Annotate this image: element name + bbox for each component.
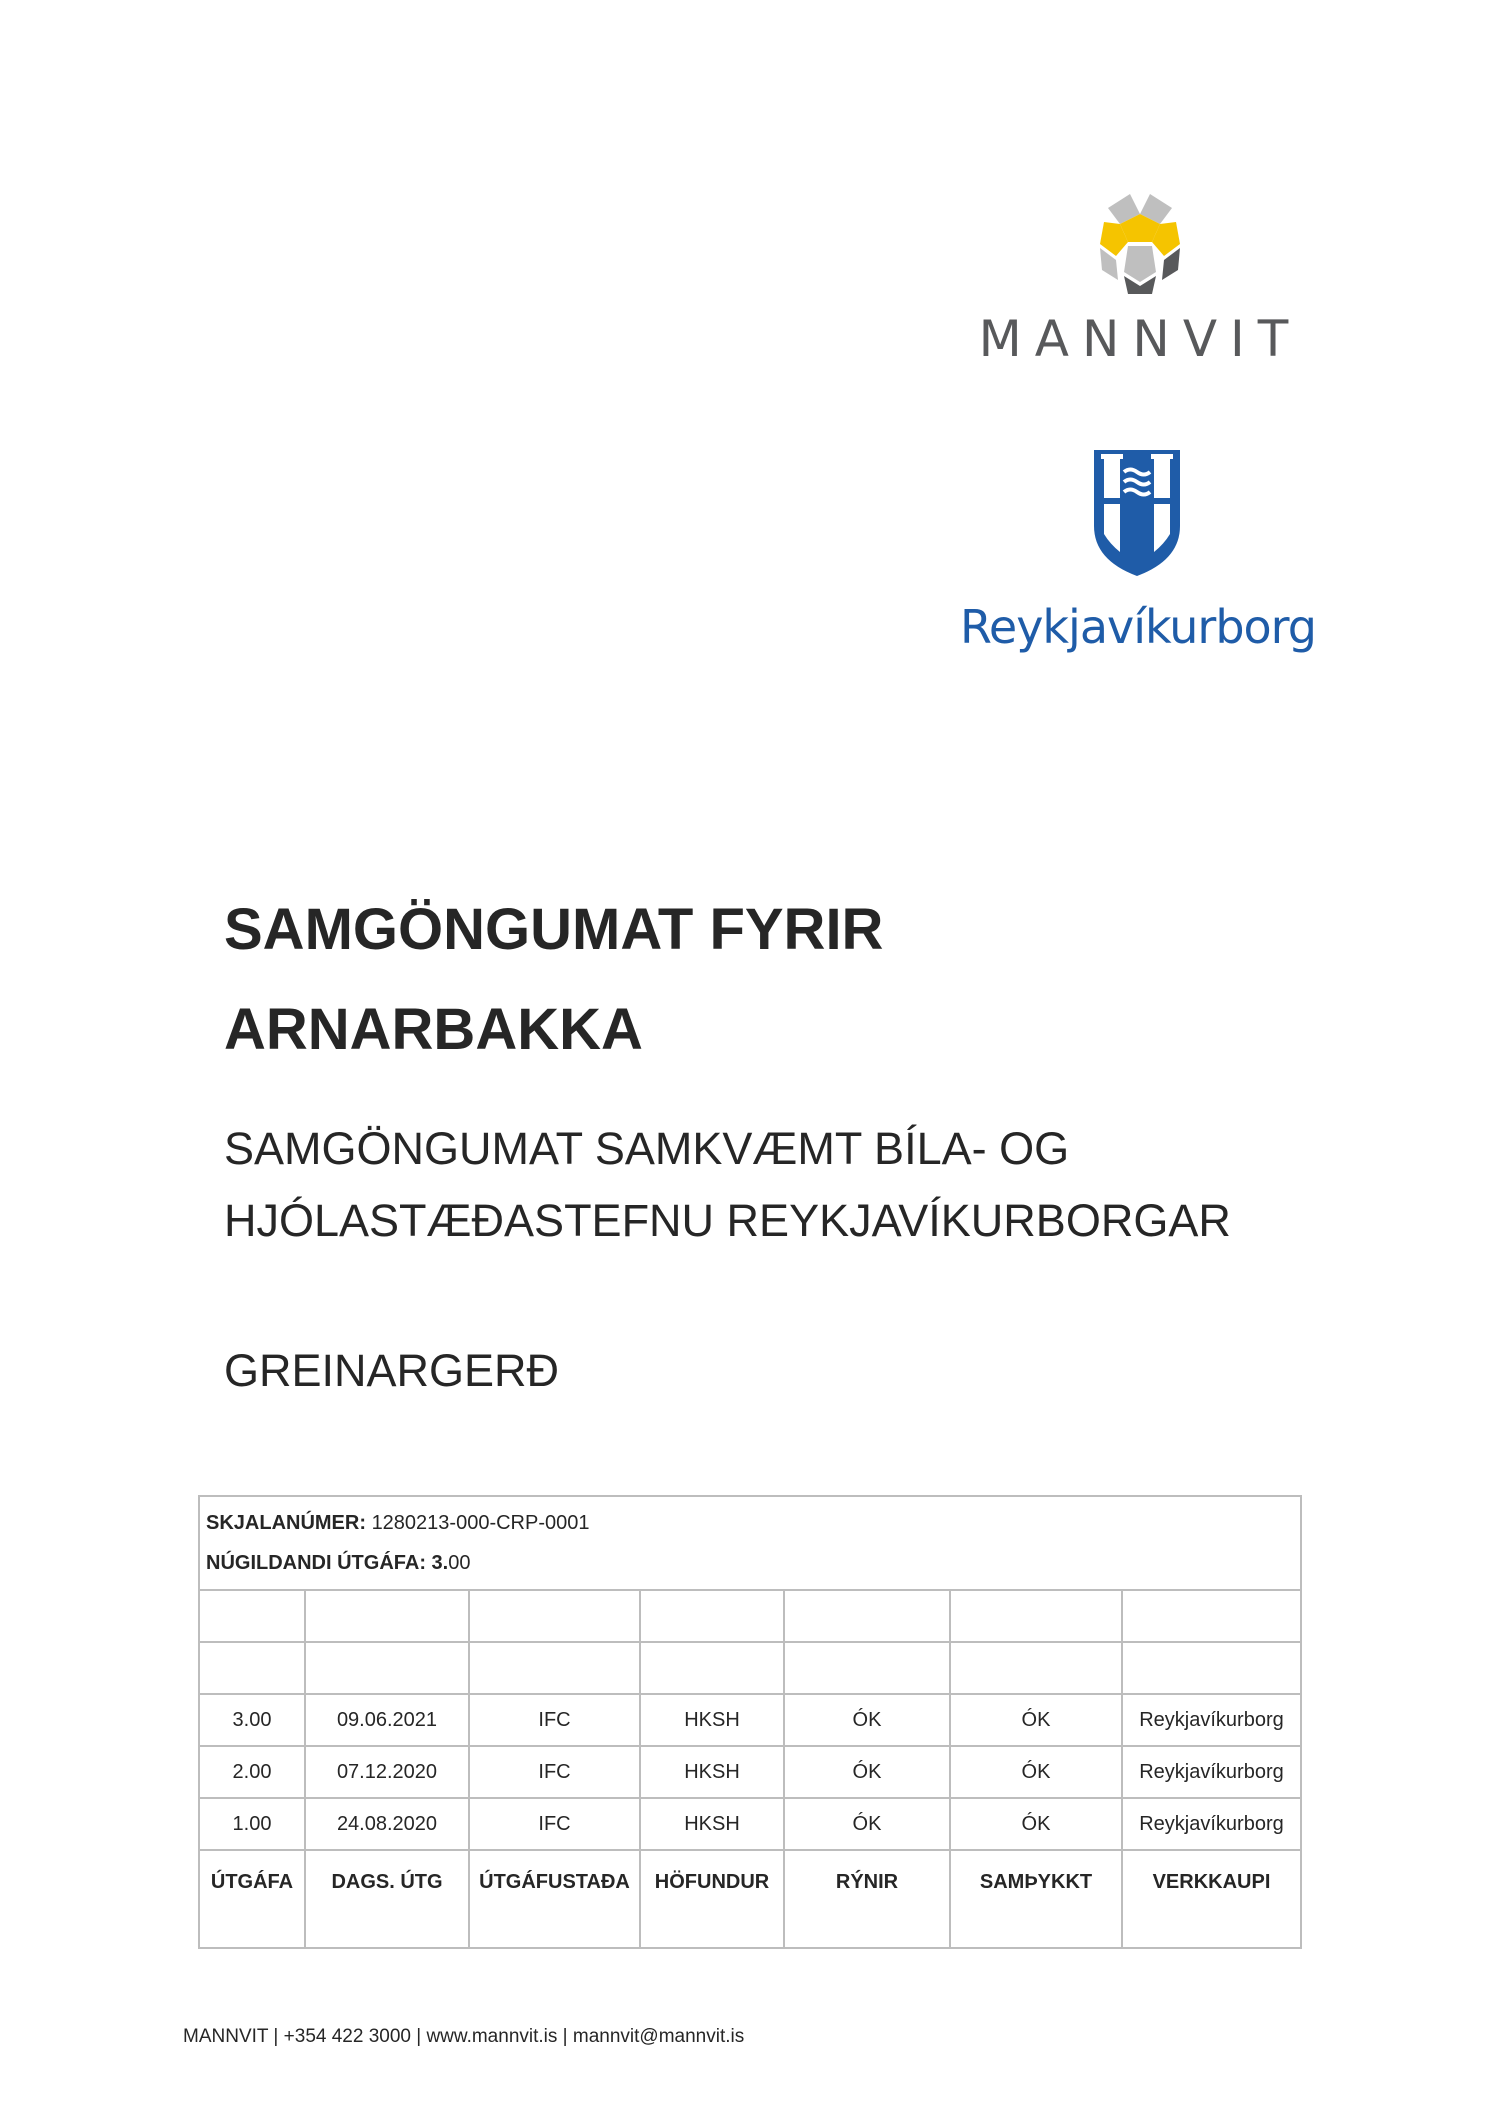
document-number-line [206, 1503, 1296, 1543]
cell-client: Reykjavíkurborg [1122, 1798, 1301, 1850]
cell-client: Reykjavíkurborg [1122, 1746, 1301, 1798]
header-author: HÖFUNDUR [640, 1850, 784, 1948]
mannvit-wordmark: MANNVIT [978, 310, 1302, 368]
document-title-line-2: ARNARBAKKA [224, 997, 643, 1062]
table-cell-empty [199, 1642, 305, 1694]
table-cell-empty [950, 1642, 1122, 1694]
table-cell-empty [305, 1590, 469, 1642]
table-cell-empty [469, 1590, 640, 1642]
document-info-cell [199, 1496, 1301, 1590]
table-cell-empty [469, 1642, 640, 1694]
reykjavik-wordmark: Reykjavíkurborg [960, 600, 1316, 654]
shield-pillar-left [1104, 456, 1120, 498]
shield-pillar-left-cap [1101, 454, 1123, 459]
table-cell-empty [1122, 1590, 1301, 1642]
cell-version: 1.00 [199, 1798, 305, 1850]
document-subtitle-line-1: SAMGÖNGUMAT SAMKVÆMT BÍLA- OG [224, 1123, 1070, 1174]
header-reviewer: RÝNIR [784, 1850, 950, 1948]
cube-facet-mid-center [1124, 246, 1156, 282]
current-version-line [206, 1543, 1296, 1583]
table-cell-empty [784, 1642, 950, 1694]
document-info-row [199, 1496, 1301, 1590]
document-number-value: 1280213-000-CRP-0001 [371, 1512, 590, 1534]
table-cell-empty [640, 1590, 784, 1642]
document-subtitle-line-2: HJÓLASTÆÐASTEFNU REYKJAVÍKURBORGAR [224, 1195, 1231, 1246]
cell-status: IFC [469, 1798, 640, 1850]
cell-status: IFC [469, 1694, 640, 1746]
document-title-line-1: SAMGÖNGUMAT FYRIR [224, 897, 884, 962]
cell-reviewer: ÓK [784, 1746, 950, 1798]
current-version-major: 3. [431, 1552, 449, 1574]
cell-reviewer: ÓK [784, 1798, 950, 1850]
table-cell-empty [1122, 1642, 1301, 1694]
header-date: DAGS. ÚTG [305, 1850, 469, 1948]
cell-version: 3.00 [199, 1694, 305, 1746]
table-cell-empty [950, 1590, 1122, 1642]
table-header-row [199, 1850, 1301, 1948]
header-client: VERKKAUPI [1122, 1850, 1301, 1948]
table-row-blank [199, 1642, 1301, 1694]
mannvit-logo [975, 180, 1305, 380]
table-row [199, 1694, 1301, 1746]
header-version: ÚTGÁFA [199, 1850, 305, 1948]
cell-client: Reykjavíkurborg [1122, 1694, 1301, 1746]
page-footer: MANNVIT | +354 422 3000 | www.mannvit.is | mannvit@mannvit.is [183, 2026, 745, 2047]
cell-author: HKSH [640, 1694, 784, 1746]
table-cell-empty [199, 1590, 305, 1642]
reykjavik-shield-icon [1092, 448, 1182, 578]
table-cell-empty [640, 1642, 784, 1694]
cell-author: HKSH [640, 1746, 784, 1798]
revision-table [198, 1495, 1302, 1949]
cell-date: 24.08.2020 [305, 1798, 469, 1850]
reykjavik-logo [960, 440, 1316, 670]
cell-author: HKSH [640, 1798, 784, 1850]
mannvit-cube-icon [1090, 190, 1190, 300]
cell-date: 07.12.2020 [305, 1746, 469, 1798]
table-cell-empty [305, 1642, 469, 1694]
cell-approval: ÓK [950, 1746, 1122, 1798]
cell-version: 2.00 [199, 1746, 305, 1798]
header-status: ÚTGÁFUSTAÐA [469, 1850, 640, 1948]
document-title [224, 880, 1324, 1080]
shield-pillar-right-cap [1151, 454, 1173, 459]
cell-reviewer: ÓK [784, 1694, 950, 1746]
table-row [199, 1746, 1301, 1798]
shield-pillar-right [1154, 456, 1170, 498]
current-version-minor: 00 [448, 1552, 471, 1574]
cell-date: 09.06.2021 [305, 1694, 469, 1746]
header-approval: SAMÞYKKT [950, 1850, 1122, 1948]
document-type: GREINARGERÐ [224, 1345, 560, 1396]
cell-approval: ÓK [950, 1798, 1122, 1850]
cell-approval: ÓK [950, 1694, 1122, 1746]
document-subtitle [224, 1113, 1324, 1257]
current-version-label: NÚGILDANDI ÚTGÁFA: [206, 1552, 426, 1574]
table-row [199, 1798, 1301, 1850]
table-row-blank [199, 1590, 1301, 1642]
document-number-label: SKJALANÚMER: [206, 1512, 366, 1534]
cell-status: IFC [469, 1746, 640, 1798]
table-cell-empty [784, 1590, 950, 1642]
